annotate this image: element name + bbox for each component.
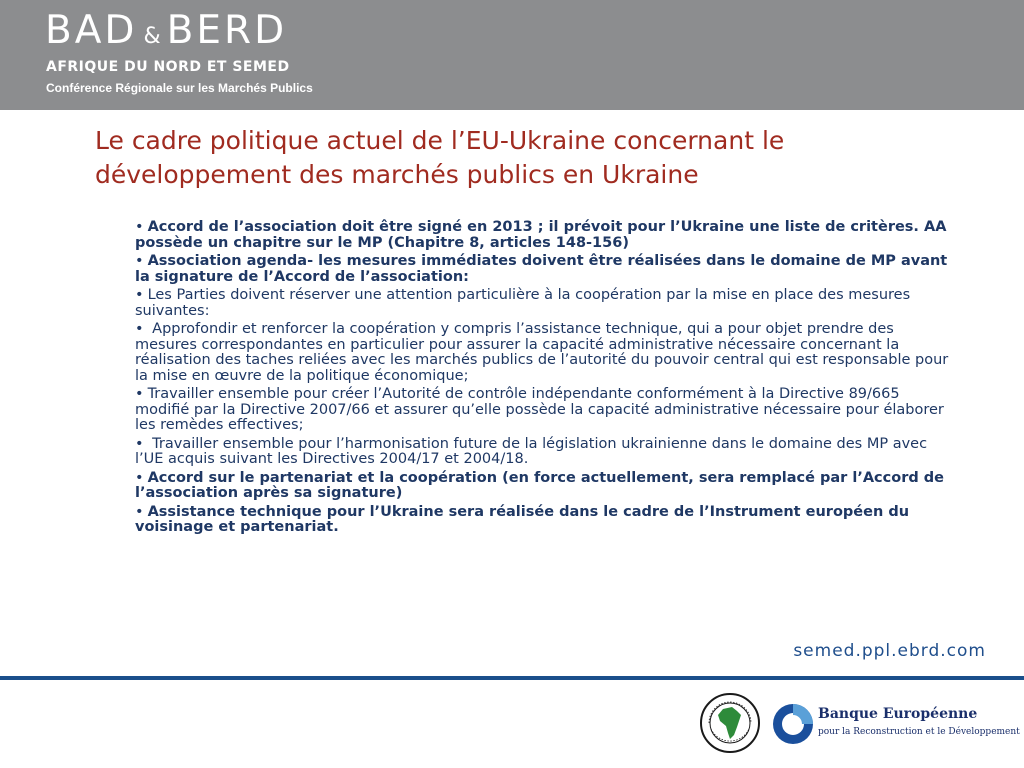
footer-divider xyxy=(0,676,1024,680)
brand-left: BAD xyxy=(45,8,138,53)
ebrd-name: Banque Européenne xyxy=(818,706,978,722)
bullet-text: Association agenda- les mesures immédiates doivent être réalisées dans le domaine de MP avant la signature de l’Accord de l’association: xyxy=(135,253,948,285)
ebrd-subtitle: pour la Reconstruction et le Développement xyxy=(818,727,1020,737)
bullet-item xyxy=(135,288,955,319)
bullet-icon: • xyxy=(135,321,144,337)
bullet-icon: • xyxy=(135,386,144,402)
header-banner xyxy=(0,0,1024,110)
bullet-item xyxy=(135,322,955,384)
bullet-icon: • xyxy=(135,503,144,520)
afdb-logo-icon xyxy=(699,693,761,753)
bullet-item xyxy=(135,387,955,434)
brand-amp: & xyxy=(143,24,161,49)
bullet-item xyxy=(135,471,955,502)
brand-right: BERD xyxy=(166,8,288,53)
bullet-text: Les Parties doivent réserver une attention particulière à la coopération par la mise en place des mesures suivantes: xyxy=(135,287,911,319)
slide-title: Le cadre politique actuel de l’EU-Ukraine concernant le développement des marchés publics en Ukraine xyxy=(95,126,785,189)
bullet-text: Travailler ensemble pour créer l’Autorité de contrôle indépendante conformément à la Directive 89/665 modifié par la Directive 2007/66 et assurer qu’elle possède la capacité administrative nécessaire pour élaborer les remèdes effectives; xyxy=(135,386,944,433)
bullet-icon: • xyxy=(135,469,144,486)
bullet-item xyxy=(135,220,955,251)
bullet-item xyxy=(135,505,955,536)
bullet-icon: • xyxy=(135,219,144,235)
bullet-icon: • xyxy=(135,253,144,269)
bullet-icon: • xyxy=(135,435,144,452)
bullet-list xyxy=(135,220,955,539)
bullet-item xyxy=(135,254,955,285)
bullet-text: Travailler ensemble pour l’harmonisation future de la législation ukrainienne dans le domaine des MP avec l’UE acquis suivant les Directives 2004/17 et 2004/18. xyxy=(135,435,928,467)
bullet-text: Assistance technique pour l’Ukraine sera réalisée dans le cadre de l’Instrument européen du voisinage et partenariat. xyxy=(135,503,910,535)
bullet-text: Accord de l’association doit être signé en 2013 ; il prévoit pour l’Ukraine une liste de critères. AA possède un chapitre sur le MP (Chapitre 8, articles 148-156) xyxy=(135,219,947,251)
bullet-item xyxy=(135,437,955,468)
brand-logo xyxy=(45,8,287,53)
bullet-text: Accord sur le partenariat et la coopération (en force actuellement, sera remplacé par l’Accord de l’association après sa signature) xyxy=(135,469,945,501)
ebrd-logo-icon xyxy=(772,703,814,745)
bullet-icon: • xyxy=(135,287,144,303)
conference-name: Conférence Régionale sur les Marchés Publics xyxy=(46,81,313,95)
brand-subtitle: AFRIQUE DU NORD ET SEMED xyxy=(46,59,290,75)
footer-url: semed.ppl.ebrd.com xyxy=(793,641,986,661)
bullet-text: Approfondir et renforcer la coopération y compris l’assistance technique, qui a pour objet prendre des mesures correspondantes en particulier pour assurer la capacité administrative nécessaire concernant la réalisation des taches reliées avec les marchés publics de l’autorité du pouvoir central qui est responsable pour la mise en œuvre de la politique économique; xyxy=(135,321,949,384)
